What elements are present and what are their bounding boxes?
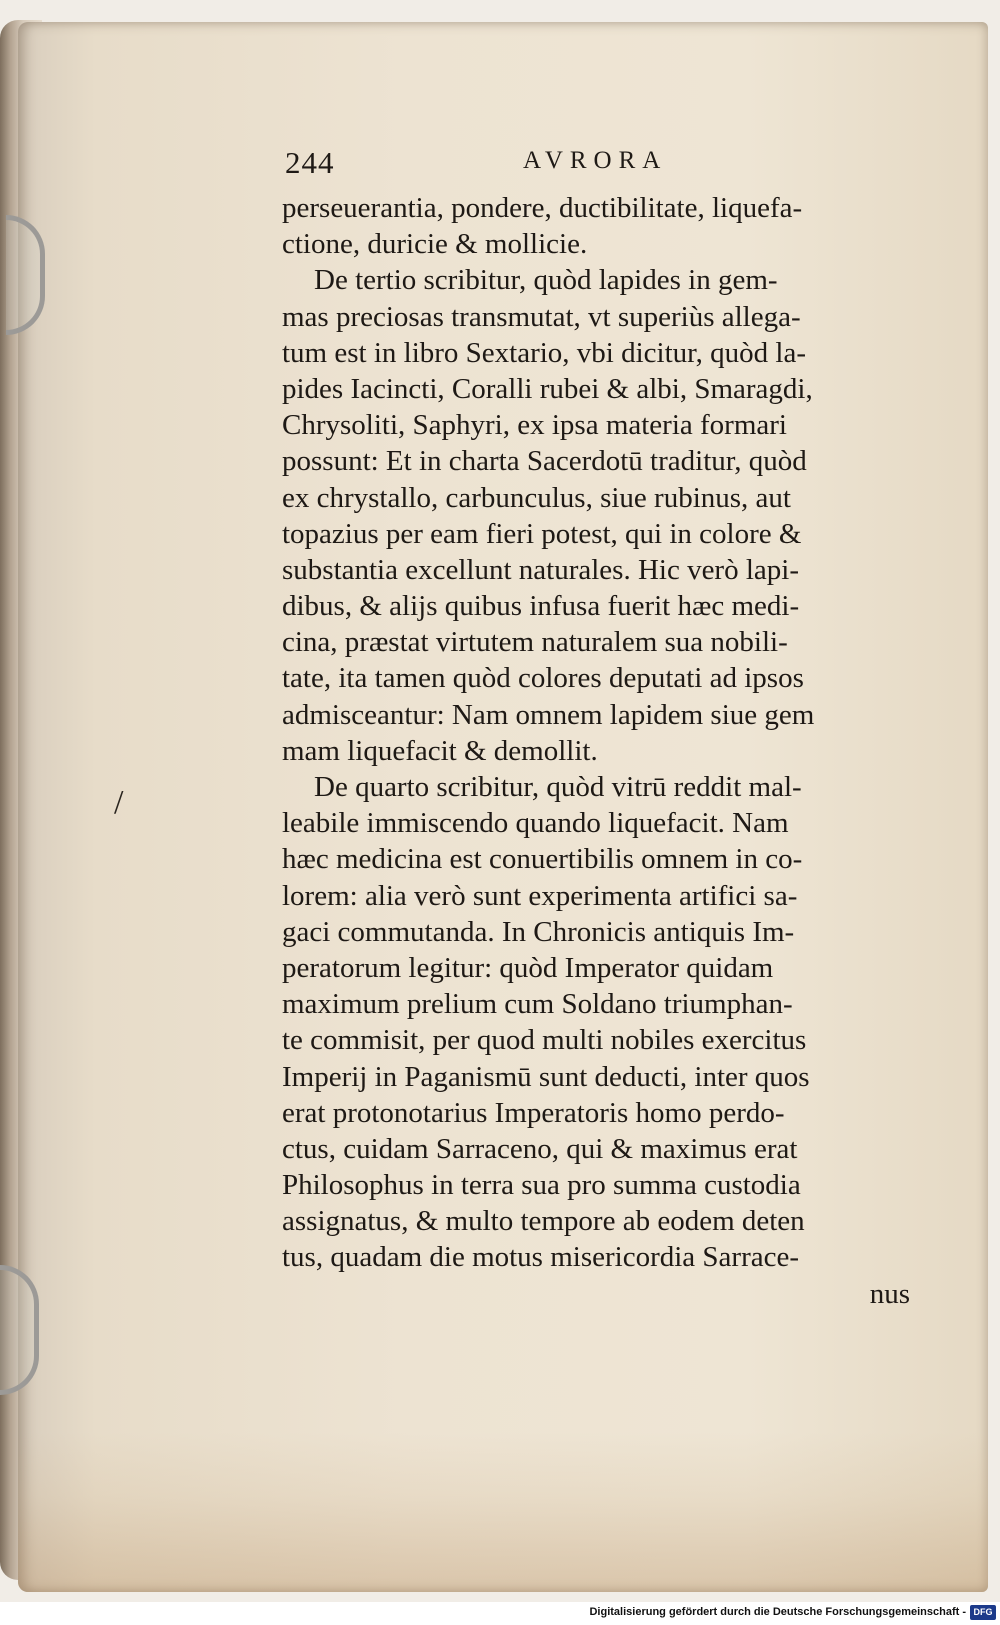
funding-credit: Digitalisierung gefördert durch die Deutsche Forschungsgemeinschaft - xyxy=(589,1606,966,1618)
text-line: De tertio scribitur, quòd lapides in gem- xyxy=(314,264,778,297)
text-line: Chrysoliti, Saphyri, ex ipsa materia formari xyxy=(282,409,787,442)
text-line: mas preciosas transmutat, vt superiùs allega- xyxy=(282,300,801,333)
running-head: AVRORA xyxy=(523,147,668,174)
text-line: topazius per eam fieri potest, qui in colore & xyxy=(282,517,802,550)
page-header xyxy=(285,145,915,187)
water-stain xyxy=(18,1432,988,1592)
page-number: 244 xyxy=(285,145,335,180)
text-line: De quarto scribitur, quòd vitrū reddit mal- xyxy=(314,771,802,803)
text-line: ctus, cuidam Sarraceno, qui & maximus erat xyxy=(282,1132,798,1165)
text-line: tum est in libro Sextario, vbi dicitur, quòd la- xyxy=(282,336,806,369)
text-line: possunt: Et in charta Sacerdotū traditur, quòd xyxy=(282,445,807,478)
text-line: te commisit, per quod multi nobiles exercitus xyxy=(282,1024,807,1057)
text-line: admisceantur: Nam omnem lapidem siue gem xyxy=(282,698,815,731)
text-line: tus, quadam die motus misericordia Sarrace- xyxy=(282,1241,800,1274)
text-line: ex chrystallo, carbunculus, siue rubinus, aut xyxy=(282,481,791,514)
margin-mark: / xyxy=(114,784,124,821)
text-line: Imperij in Paganismū sunt deducti, inter quos xyxy=(282,1060,810,1093)
text-line: lorem: alia verò sunt experimenta artifici sa- xyxy=(282,879,798,912)
catchword: nus xyxy=(869,1277,910,1310)
text-line: assignatus, & multo tempore ab eodem deten xyxy=(282,1205,805,1238)
body-text xyxy=(282,190,922,1312)
text-line: perseuerantia, pondere, ductibilitate, liquefa- xyxy=(282,192,803,224)
text-line: Philosophus in terra sua pro summa custodia xyxy=(282,1169,801,1202)
text-line: erat protonotarius Imperatoris homo perdo- xyxy=(282,1096,785,1129)
text-line: mam liquefacit & demollit. xyxy=(282,734,598,767)
dfg-logo: DFG xyxy=(970,1605,996,1620)
text-line: maximum prelium cum Soldano triumphan- xyxy=(282,988,793,1021)
text-line: gaci commutanda. In Chronicis antiquis Im- xyxy=(282,915,795,948)
text-line: leabile immiscendo quando liquefacit. Nam xyxy=(282,807,789,840)
text-line: tate, ita tamen quòd colores deputati ad ipsos xyxy=(282,662,804,695)
footer-bar xyxy=(0,1602,1000,1625)
text-line: peratorum legitur: quòd Imperator quidam xyxy=(282,951,774,984)
text-line: dibus, & alijs quibus infusa fuerit hæc medi- xyxy=(282,590,800,623)
text-line: ctione, duricie & mollicie. xyxy=(282,228,588,261)
text-line: hæc medicina est conuertibilis omnem in co- xyxy=(282,843,803,876)
text-line: pides Iacincti, Coralli rubei & albi, Smaragdi, xyxy=(282,372,813,405)
clasp-bottom-icon xyxy=(0,1265,39,1395)
text-line: cina, præstat virtutem naturalem sua nobili- xyxy=(282,626,788,659)
text-line: substantia excellunt naturales. Hic verò lapi- xyxy=(282,553,799,586)
